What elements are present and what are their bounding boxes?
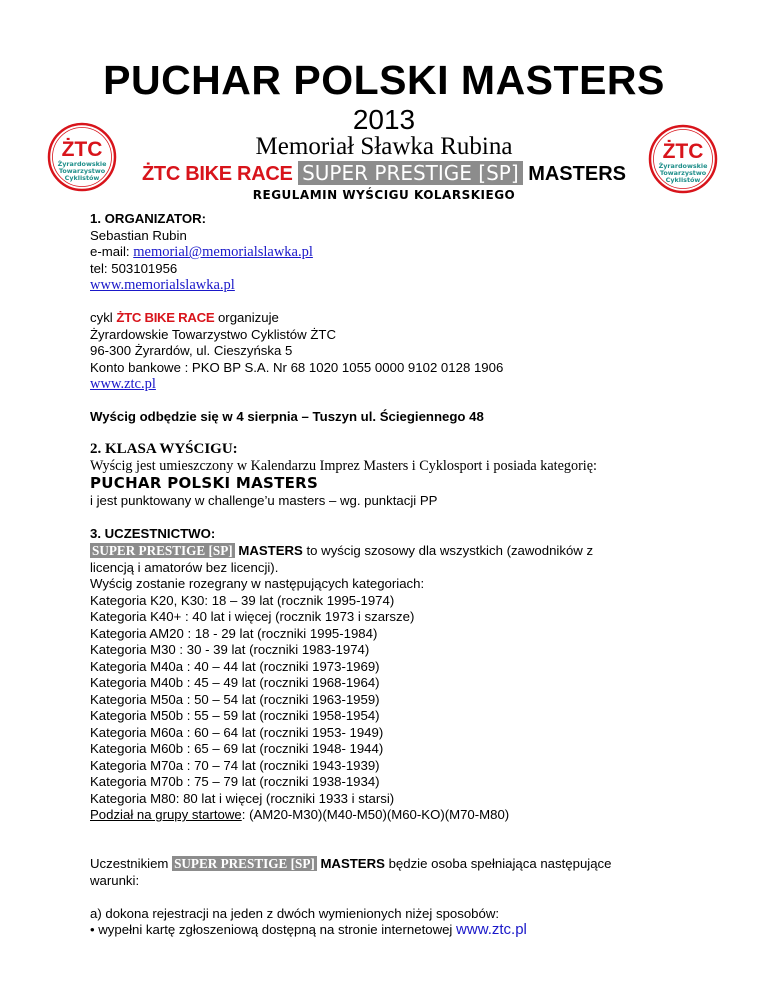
organizer-tel: tel: 503101956 <box>90 261 178 276</box>
organizer-email-line <box>90 244 313 261</box>
uczestnictwo-intro <box>90 543 593 560</box>
masters-label: MASTERS <box>528 163 626 185</box>
category-item: Kategoria M40a : 40 – 44 lat (roczniki 1973-1969) <box>90 659 380 674</box>
participant-a-line: a) dokona rejestracji na jeden z dwóch wymienionych niżej sposobów: <box>90 906 500 921</box>
uczestnictwo-sp-badge: SUPER PRESTIGE [SP] <box>92 543 233 558</box>
logo-letters: ŻTC <box>61 138 103 161</box>
klasa-category: PUCHAR POLSKI MASTERS <box>90 474 319 492</box>
cycle-suffix: organizuje <box>214 310 279 325</box>
category-item: Kategoria M80: 80 lat i więcej (roczniki 1933 i starsi) <box>90 791 395 806</box>
participant-sp-badge: SUPER PRESTIGE [SP] <box>174 856 315 871</box>
page-title: PUCHAR POLSKI MASTERS <box>103 57 665 103</box>
participant-bullet <box>90 922 527 939</box>
race-date: Wyścig odbędzie się w 4 sierpnia – Tuszyn ul. Ściegiennego 48 <box>90 409 484 424</box>
ztc-logo-right <box>648 124 718 194</box>
logo-text-1: Żyrardowskie <box>57 160 107 168</box>
cycle-bank: Konto bankowe : PKO BP S.A. Nr 68 1020 1055 0000 9102 0128 1906 <box>90 360 504 375</box>
ztc-logo-left <box>47 122 117 192</box>
participant-bullet-link[interactable]: www.ztc.pl <box>456 921 527 938</box>
category-item: Kategoria M60a : 60 – 64 lat (roczniki 1953- 1949) <box>90 725 384 740</box>
category-item: Kategoria M30 : 30 - 39 lat (roczniki 1983-1974) <box>90 642 370 657</box>
participant-line2: warunki: <box>90 873 140 888</box>
category-item: Kategoria K20, K30: 18 – 39 lat (rocznik 1995-1974) <box>90 593 395 608</box>
logo-text-3: Cyklistów <box>665 176 701 184</box>
klasa-points: i jest punktowany w challenge’u masters – wg. punktacji PP <box>90 493 438 508</box>
cycle-line <box>90 310 279 327</box>
uczestnictwo-intro-line2: licencją i amatorów bez licencji). <box>90 560 279 575</box>
cycle-website-link[interactable]: www.ztc.pl <box>90 376 156 392</box>
organizer-heading: 1. ORGANIZATOR: <box>90 211 207 226</box>
logo-text-1: Żyrardowskie <box>658 162 708 170</box>
logo-text-3: Cyklistów <box>64 174 100 182</box>
uczestnictwo-intro-line3: Wyścig zostanie rozegrany w następujących kategoriach: <box>90 576 425 591</box>
category-item: Kategoria K40+ : 40 lat i więcej (rocznik 1973 i szarsze) <box>90 609 415 624</box>
participant-line <box>90 856 611 873</box>
category-item: Kategoria M70a : 70 – 74 lat (roczniki 1943-1939) <box>90 758 380 773</box>
cycle-prefix: cykl <box>90 310 117 325</box>
category-item: Kategoria M50b : 55 – 59 lat (roczniki 1958-1954) <box>90 708 380 723</box>
category-item: Kategoria AM20 : 18 - 29 lat (roczniki 1995-1984) <box>90 626 378 641</box>
klasa-heading: 2. KLASA WYŚCIGU: <box>90 441 238 457</box>
logo-text-2: Towarzystwo <box>58 167 106 175</box>
category-item: Kategoria M40b : 45 – 49 lat (roczniki 1968-1964) <box>90 675 380 690</box>
cycle-society: Żyrardowskie Towarzystwo Cyklistów ŻTC <box>90 327 336 342</box>
page-year: 2013 <box>352 104 416 135</box>
uczestnictwo-intro-rest: to wyścig szosowy dla wszystkich (zawodników z <box>302 543 594 558</box>
organizer-email-link[interactable]: memorial@memorialslawka.pl <box>133 244 313 260</box>
email-label: e-mail: <box>90 244 134 259</box>
organizer-website-line <box>90 277 235 294</box>
category-item: Kategoria M50a : 50 – 54 lat (roczniki 1963-1959) <box>90 692 380 707</box>
category-item: Kategoria M60b : 65 – 69 lat (roczniki 1948- 1944) <box>90 741 384 756</box>
super-prestige-badge: SUPER PRESTIGE [SP] <box>298 161 523 185</box>
uczestnictwo-masters: MASTERS <box>234 543 303 558</box>
start-groups-label: Podział na grupy startowe <box>90 807 242 822</box>
participant-prefix: Uczestnikiem <box>90 856 173 871</box>
uczestnictwo-heading: 3. UCZESTNICTWO: <box>90 526 216 541</box>
organizer-website-link[interactable]: www.memorialslawka.pl <box>90 277 235 293</box>
start-groups-line <box>90 807 509 824</box>
organizer-name: Sebastian Rubin <box>90 228 187 243</box>
cycle-address: 96-300 Żyrardów, ul. Cieszyńska 5 <box>90 343 293 358</box>
start-groups-value: : (AM20-M30)(M40-M50)(M60-KO)(M70-M80) <box>241 807 510 822</box>
category-item: Kategoria M70b : 75 – 79 lat (roczniki 1938-1934) <box>90 774 380 789</box>
regulamin-title: REGULAMIN WYŚCIGU KOLARSKIEGO <box>252 188 516 202</box>
cycle-website-line <box>90 376 156 393</box>
klasa-text: Wyścig jest umieszczony w Kalendarzu Imprez Masters i Cyklosport i posiada kategorię: <box>90 458 597 474</box>
logo-text-2: Towarzystwo <box>659 169 707 177</box>
logo-letters: ŻTC <box>662 140 704 163</box>
participant-bullet-text: • wypełni kartę zgłoszeniową dostępną na stronie internetowej <box>90 922 457 937</box>
participant-masters: MASTERS <box>316 856 385 871</box>
participant-rest: będzie osoba spełniająca następujące <box>384 856 612 871</box>
memorial-title: Memoriał Sławka Rubina <box>255 133 513 160</box>
cycle-race-name: ŻTC BIKE RACE <box>116 310 215 325</box>
race-name: ŻTC BIKE RACE <box>141 163 293 185</box>
